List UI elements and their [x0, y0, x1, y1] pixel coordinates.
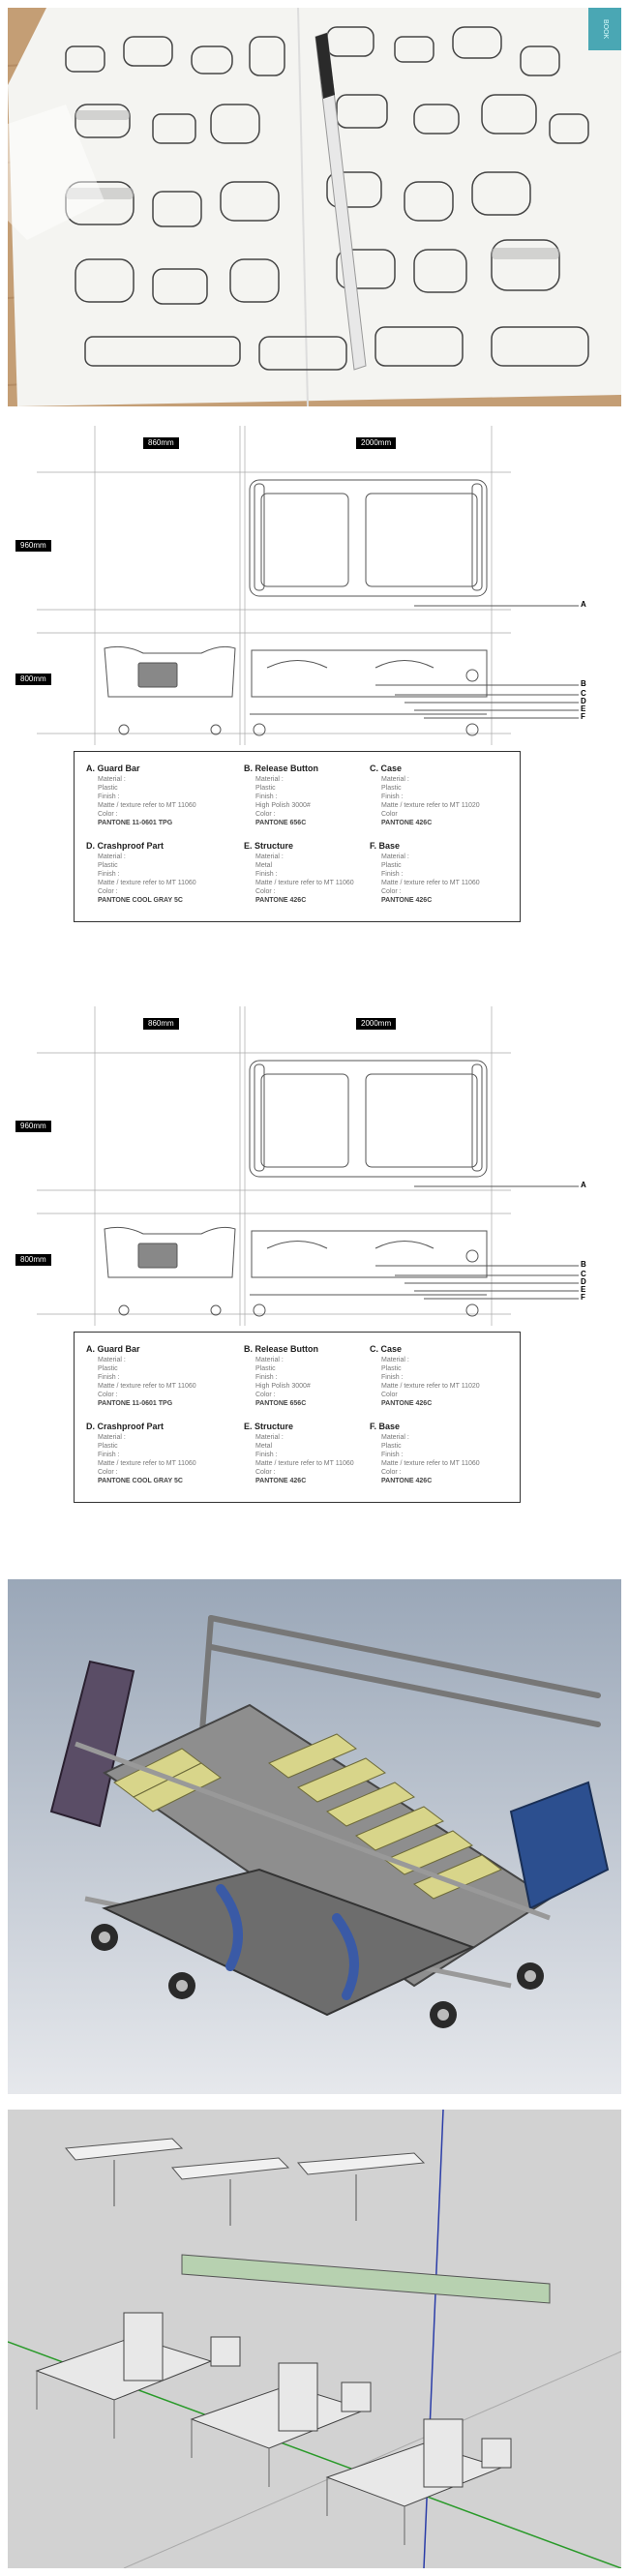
spec-line: Finish : [98, 1374, 120, 1381]
callout-b: B [581, 1260, 586, 1269]
spec-line: Color : [255, 1392, 276, 1398]
spec-line: Finish : [98, 794, 120, 800]
spec-title: D. Crashproof Part [86, 1422, 165, 1431]
spec-line: PANTONE 656C [255, 1400, 307, 1407]
spec-line: Color : [98, 811, 118, 818]
spec-title: E. Structure [244, 841, 294, 851]
spec-line: Color : [381, 888, 402, 895]
spec-line: Color : [98, 1469, 118, 1476]
spec-line: Material : [381, 854, 409, 860]
spec-line: Matte / texture refer to MT 11060 [98, 880, 196, 886]
material-spec-table [74, 1332, 521, 1503]
hospital-bed-3d-model [8, 1579, 621, 2094]
spec-sheet-2 [8, 1006, 621, 1558]
spec-line: Metal [255, 862, 273, 869]
spec-line: PANTONE 426C [381, 897, 433, 904]
spec-line: Matte / texture refer to MT 11060 [381, 1460, 480, 1467]
spec-line: PANTONE 11-0601 TPG [98, 820, 173, 826]
spec-line: Material : [98, 776, 126, 783]
spec-title: A. Guard Bar [86, 1344, 140, 1354]
spec-line: High Polish 3000# [255, 1383, 311, 1390]
spec-line: Metal [255, 1443, 273, 1450]
spec-line: Finish : [98, 871, 120, 878]
callout-b: B [581, 679, 586, 688]
spec-line: Material : [98, 1434, 126, 1441]
sketch-notebook-photo [8, 8, 621, 406]
callout-f: F [581, 712, 585, 721]
spec-line: Matte / texture refer to MT 11060 [255, 1460, 354, 1467]
spec-line: Material : [255, 854, 284, 860]
spec-line: Material : [381, 1434, 409, 1441]
spec-line: Finish : [255, 1452, 278, 1458]
spec-line: Plastic [98, 785, 118, 792]
spec-line: Plastic [255, 1365, 276, 1372]
spec-title: A. Guard Bar [86, 764, 140, 773]
spec-structure [244, 841, 379, 905]
spec-line: Color [381, 1392, 398, 1398]
spec-line: Material : [98, 1357, 126, 1363]
spec-crashproof-part [86, 1422, 222, 1485]
spec-line: Color : [381, 1469, 402, 1476]
spec-line: Color : [255, 811, 276, 818]
callout-e: E [581, 1285, 586, 1294]
spec-line: Matte / texture refer to MT 11060 [98, 802, 196, 809]
spec-line: Finish : [381, 871, 404, 878]
notebook-sketch-drawing [8, 8, 621, 406]
spec-crashproof-part [86, 841, 222, 905]
spec-title: B. Release Button [244, 764, 319, 773]
height-dimension-label-top: 960mm [15, 540, 51, 552]
spec-base [370, 1422, 505, 1485]
callout-c: C [581, 1270, 586, 1278]
spec-line: Finish : [381, 794, 404, 800]
spec-guard-bar [86, 1344, 222, 1408]
spec-title: F. Base [370, 841, 401, 851]
spec-line: Finish : [381, 1452, 404, 1458]
callout-f: F [581, 1293, 585, 1302]
spec-line: Plastic [98, 862, 118, 869]
exploded-beds-3d-scene [8, 2110, 621, 2568]
bed-orthographic-drawing [8, 1006, 621, 1335]
cad-bed-render [8, 1579, 621, 2094]
spec-release-button [244, 1344, 379, 1408]
spec-line: Matte / texture refer to MT 11020 [381, 1383, 480, 1390]
spec-title: F. Base [370, 1422, 401, 1431]
spec-line: PANTONE 426C [381, 820, 433, 826]
spec-line: Plastic [98, 1443, 118, 1450]
spec-line: Color : [98, 1392, 118, 1398]
height-dimension-label-bottom: 800mm [15, 1254, 51, 1266]
callout-a: A [581, 600, 586, 609]
spec-title: C. Case [370, 764, 403, 773]
spec-line: Finish : [381, 1374, 404, 1381]
spec-line: Matte / texture refer to MT 11020 [381, 802, 480, 809]
spec-line: Plastic [381, 1443, 402, 1450]
spec-line: Material : [98, 854, 126, 860]
spec-guard-bar [86, 764, 222, 827]
spec-line: PANTONE 656C [255, 820, 307, 826]
callout-e: E [581, 704, 586, 713]
height-dimension-label-bottom: 800mm [15, 674, 51, 685]
spec-line: High Polish 3000# [255, 802, 311, 809]
spec-line: Material : [255, 1357, 284, 1363]
spec-line: Color [381, 811, 398, 818]
spec-line: Matte / texture refer to MT 11060 [98, 1460, 196, 1467]
spec-line: Finish : [255, 794, 278, 800]
bed-orthographic-drawing [8, 426, 621, 755]
spec-line: Matte / texture refer to MT 11060 [381, 880, 480, 886]
spec-line: Matte / texture refer to MT 11060 [98, 1383, 196, 1390]
spec-base [370, 841, 505, 905]
width-dimension-label: 860mm [143, 1018, 179, 1030]
spec-line: Color : [98, 888, 118, 895]
material-spec-table [74, 751, 521, 922]
spec-line: PANTONE 426C [255, 897, 307, 904]
spec-line: PANTONE 426C [381, 1478, 433, 1484]
callout-d: D [581, 697, 586, 705]
spec-line: PANTONE COOL GRAY 5C [98, 897, 183, 904]
spec-line: Matte / texture refer to MT 11060 [255, 880, 354, 886]
spec-line: Finish : [98, 1452, 120, 1458]
spec-line: Material : [255, 776, 284, 783]
callout-d: D [581, 1277, 586, 1286]
sketchup-bed-scene [8, 2110, 621, 2568]
spec-title: C. Case [370, 1344, 403, 1354]
length-dimension-label: 2000mm [356, 1018, 396, 1030]
spec-line: Plastic [381, 785, 402, 792]
spec-line: Plastic [255, 785, 276, 792]
spec-title: E. Structure [244, 1422, 294, 1431]
spec-line: Finish : [255, 1374, 278, 1381]
spec-release-button [244, 764, 379, 827]
spec-line: Color : [255, 1469, 276, 1476]
callout-a: A [581, 1181, 586, 1189]
spec-line: Finish : [255, 871, 278, 878]
spec-line: Material : [255, 1434, 284, 1441]
length-dimension-label: 2000mm [356, 437, 396, 449]
spec-line: PANTONE COOL GRAY 5C [98, 1478, 183, 1484]
spec-line: Material : [381, 1357, 409, 1363]
spec-line: PANTONE 11-0601 TPG [98, 1400, 173, 1407]
spec-line: Color : [255, 888, 276, 895]
spec-sheet-1 [8, 426, 621, 977]
spec-line: Plastic [98, 1365, 118, 1372]
spec-line: Material : [381, 776, 409, 783]
spec-case [370, 764, 505, 827]
notebook-tag: BOOK [588, 8, 621, 50]
spec-line: Plastic [381, 862, 402, 869]
spec-title: D. Crashproof Part [86, 841, 165, 851]
spec-line: PANTONE 426C [381, 1400, 433, 1407]
spec-line: Plastic [381, 1365, 402, 1372]
spec-structure [244, 1422, 379, 1485]
spec-title: B. Release Button [244, 1344, 319, 1354]
callout-c: C [581, 689, 586, 698]
spec-line: PANTONE 426C [255, 1478, 307, 1484]
spec-case [370, 1344, 505, 1408]
height-dimension-label-top: 960mm [15, 1121, 51, 1132]
width-dimension-label: 860mm [143, 437, 179, 449]
